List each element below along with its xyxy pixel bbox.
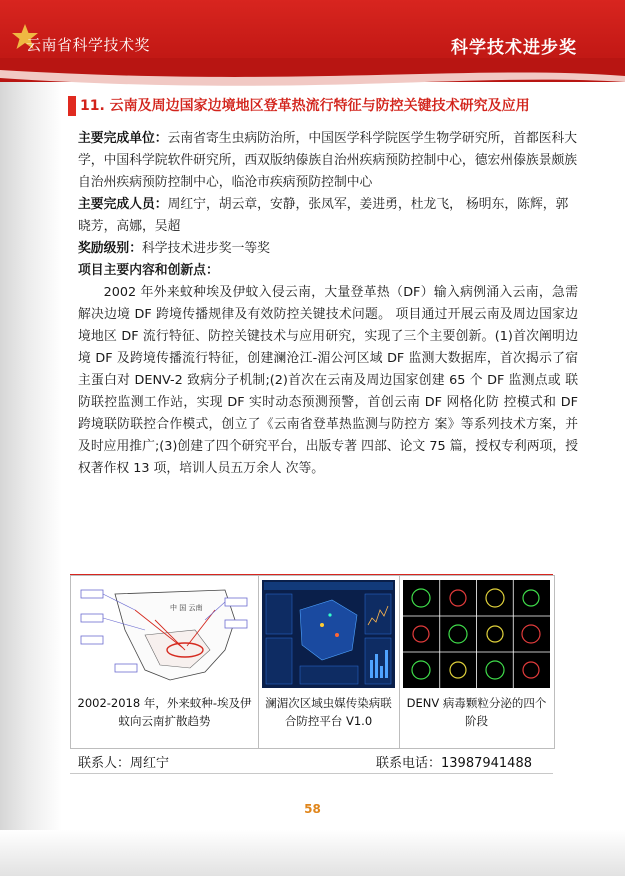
contact-phone-label: 联系电话： (376, 756, 442, 771)
award-paragraph (78, 238, 578, 260)
contact-person-name: 周红宁 (130, 756, 170, 771)
project-content (78, 128, 578, 480)
award-text: 科学技术进步奖一等奖 (141, 241, 270, 256)
microscopy-grid-image (403, 580, 550, 688)
header-right-title: 科学技术进步奖 (451, 38, 577, 58)
project-title: 11. 云南及周边国家边境地区登革热流行特征与防控关键技术研究及应用 (80, 98, 530, 114)
map-label: 中 国 云南 (170, 604, 203, 612)
units-paragraph (78, 128, 578, 194)
banner-swoosh (0, 58, 625, 98)
units-label: 主要完成单位： (78, 131, 168, 146)
innovation-heading: 项目主要内容和创新点： (78, 263, 219, 278)
figure-2-image (262, 580, 395, 688)
page-number: 58 (304, 802, 321, 816)
contact-person-label: 联系人： (78, 756, 131, 771)
page-left-shadow (0, 82, 62, 876)
contact-phone (376, 752, 532, 771)
figure-2-caption: 澜湄次区域虫媒传染病联合防控平台 V1.0 (265, 696, 392, 728)
figure-1-image (75, 580, 254, 688)
units-text: 云南省寄生虫病防治所，中国医学科学院医学生物学研究所，首都医科大学，中国科学院软件研究所，西双版纳傣族自治州疾病预防控制中心，德宏州傣族景颇族自治州疾病预防控制中心，临沧市疾病预防控制中心 (78, 131, 578, 190)
contact-phone-number: 13987941488 (441, 756, 532, 771)
figure-strip (70, 575, 555, 749)
bottom-divider (70, 773, 553, 774)
figure-1-caption: 2002-2018 年，外来蚊种-埃及伊蚊向云南扩散趋势 (77, 696, 252, 728)
people-paragraph (78, 194, 578, 238)
figure-1 (71, 576, 259, 748)
header-left-title: 云南省科学技术奖 (26, 36, 151, 54)
figure-2 (258, 576, 400, 748)
innovation-body: 2002 年外来蚊种埃及伊蚊入侵云南，大量登革热（DF）输入病例涌入云南，急需解决边境 DF 跨境传播规律及有效防控关键技术问题。 项目通过开展云南及周边国家边境地区 DF 流行特征、防控关键技术与应用研究，实现了三个主要创新。(1)首次阐明边境 DF 及跨境传播流行特征，创建澜沧江-湄公河区域 DF 监测大数据库，首次揭示了宿主蛋白对 DENV-2 致病分子机制;(2)首次在云南及周边国家创建 65 个 DF 监测点或 联防联控监测工作站，实现 DF 实时动态预测预警，首创云南 DF 网格化防 控模式和 DF 跨境联防联控合作模式，创立了《云南省登革热监测与防控方 案》等系列技术方案，并及时应用推广;(3)创建了四个研究平台，出版专著 四部、论文 75 篇，授权专利两项，授权著作权 13 项，培训人员五万余人 次等。 (78, 285, 578, 476)
people-label: 主要完成人员： (78, 197, 168, 212)
figure-3-caption: DENV 病毒颗粒分泌的四个阶段 (406, 696, 547, 728)
figure-3 (399, 576, 554, 748)
people-text: 周红宁，胡云章，安静，张凤军，姜进勇，杜龙飞， 杨明东，陈辉，郭晓芳，高娜，吴超 (78, 197, 569, 234)
page-bottom-shadow (0, 830, 625, 876)
platform-dashboard-image (262, 580, 395, 688)
figure-3-image (403, 580, 550, 688)
spread-map-image (75, 580, 254, 688)
award-label: 奖励级别： (78, 241, 142, 256)
title-accent-bar (68, 96, 76, 116)
contact-person (78, 752, 169, 771)
